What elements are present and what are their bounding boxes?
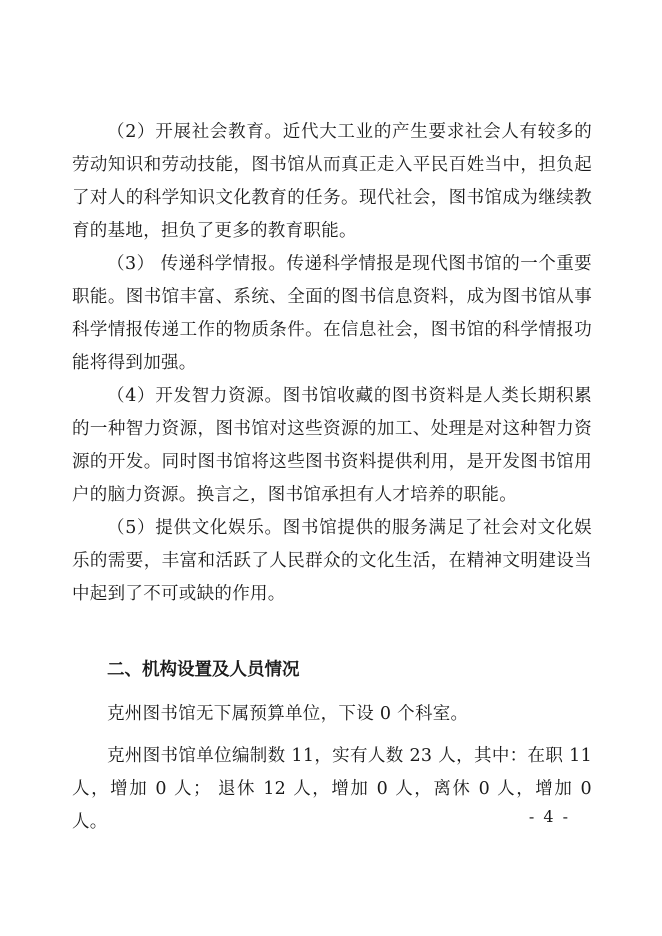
- section-heading: 二、机构设置及人员情况: [107, 660, 300, 680]
- paragraph-social-education: （2）开展社会教育。近代大工业的产生要求社会人有较多的劳动知识和劳动技能，图书馆从而真正走入平民百姓当中，担负起了对人的科学知识文化教育的任务。现代社会，图书馆成为继续教育的基地，担负了更多的教育职能。: [72, 122, 592, 241]
- paragraph-staffing: 克州图书馆单位编制数 11，实有人数 23 人，其中：在职 11 人，增加 0 人； 退休 12 人，增加 0 人，离休 0 人，增加 0 人。: [72, 746, 592, 832]
- page-number: - 4 -: [528, 807, 570, 826]
- paragraph-science-information: （3） 传递科学情报。传递科学情报是现代图书馆的一个重要职能。图书馆丰富、系统、全面的图书信息资料，成为图书馆从事科学情报传递工作的物质条件。在信息社会，图书馆的科学情报功能将得到加强。: [72, 254, 592, 373]
- paragraph-cultural-entertainment: （5）提供文化娱乐。图书馆提供的服务满足了社会对文化娱乐的需要，丰富和活跃了人民群众的文化生活，在精神文明建设当中起到了不可或缺的作用。: [72, 518, 592, 604]
- paragraph-intellectual-resources: （4）开发智力资源。图书馆收藏的图书资料是人类长期积累的一种智力资源，图书馆对这些资源的加工、处理是对这种智力资源的开发。同时图书馆将这些图书资料提供利用，是开发图书馆用户的脑力资源。换言之，图书馆承担有人才培养的职能。: [72, 386, 592, 505]
- paragraph-org-structure: 克州图书馆无下属预算单位，下设 0 个科室。: [107, 704, 469, 724]
